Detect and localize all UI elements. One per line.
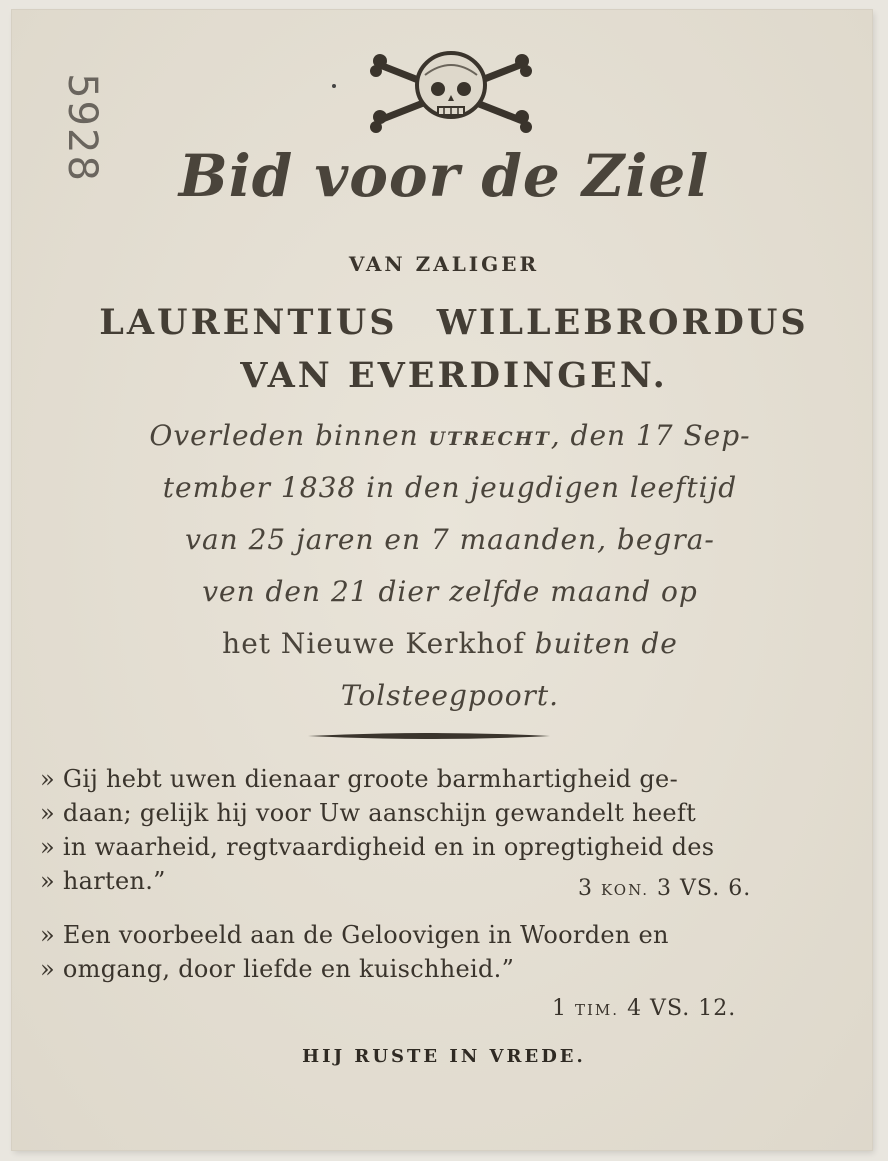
quote-line: » omgang, door liefde en kuischheid.”	[40, 955, 515, 983]
bio-line: ven den 21 dier zelfde maand op	[202, 575, 698, 608]
subtitle: VAN ZALIGER	[348, 252, 540, 276]
ink-dot	[332, 84, 336, 88]
quote-reference-1	[578, 876, 751, 901]
city-name: UTRECHT	[428, 428, 551, 450]
quote-line: » daan; gelijk hij voor Uw aanschijn gewandelt heeft	[40, 799, 697, 827]
closing-line: HIJ RUSTE IN VREDE.	[302, 1046, 586, 1067]
bio-line: van 25 jaren en 7 maanden, begra-	[185, 523, 715, 556]
ref-number: 3	[578, 876, 593, 901]
ornamental-divider	[306, 729, 552, 743]
bio-line: Tolsteegpoort.	[340, 679, 560, 712]
ref-verse: 4 VS. 12.	[627, 996, 737, 1021]
bible-quote-2	[40, 918, 840, 986]
ref-book: KON.	[601, 881, 650, 899]
skull-crossbones-icon	[370, 45, 532, 135]
deceased-name-line1: LAURENTIUS WILLEBRORDUS	[99, 302, 809, 343]
quote-line: » Een voorbeeld aan de Geloovigen in Woorden en	[40, 921, 669, 949]
quote-line: » harten.”	[40, 867, 166, 895]
bio-line	[70, 410, 830, 462]
bio-line: tember 1838 in den jeugdigen leeftijd	[162, 471, 738, 504]
quote-line: » Gij hebt uwen dienaar groote barmhartigheid ge-	[40, 765, 678, 793]
bio-line	[70, 618, 830, 670]
inventory-number-text: 5928	[59, 73, 105, 183]
ref-number: 1	[552, 996, 567, 1021]
biography	[70, 410, 830, 722]
quote-reference-2	[552, 996, 736, 1021]
bio-text: , den 17 Sep-	[550, 419, 751, 452]
deceased-name-line2: VAN EVERDINGEN.	[240, 355, 668, 396]
ref-verse: 3 VS. 6.	[657, 876, 752, 901]
bio-text: buiten de	[534, 627, 678, 660]
card-title: Bid voor de Ziel	[178, 142, 710, 210]
ref-book: TIM.	[575, 1001, 620, 1019]
quote-line: » in waarheid, regtvaardigheid en in opregtigheid des	[40, 833, 715, 861]
bio-text: het Nieuwe Kerkhof	[222, 627, 525, 660]
bio-text: Overleden binnen	[149, 419, 419, 452]
